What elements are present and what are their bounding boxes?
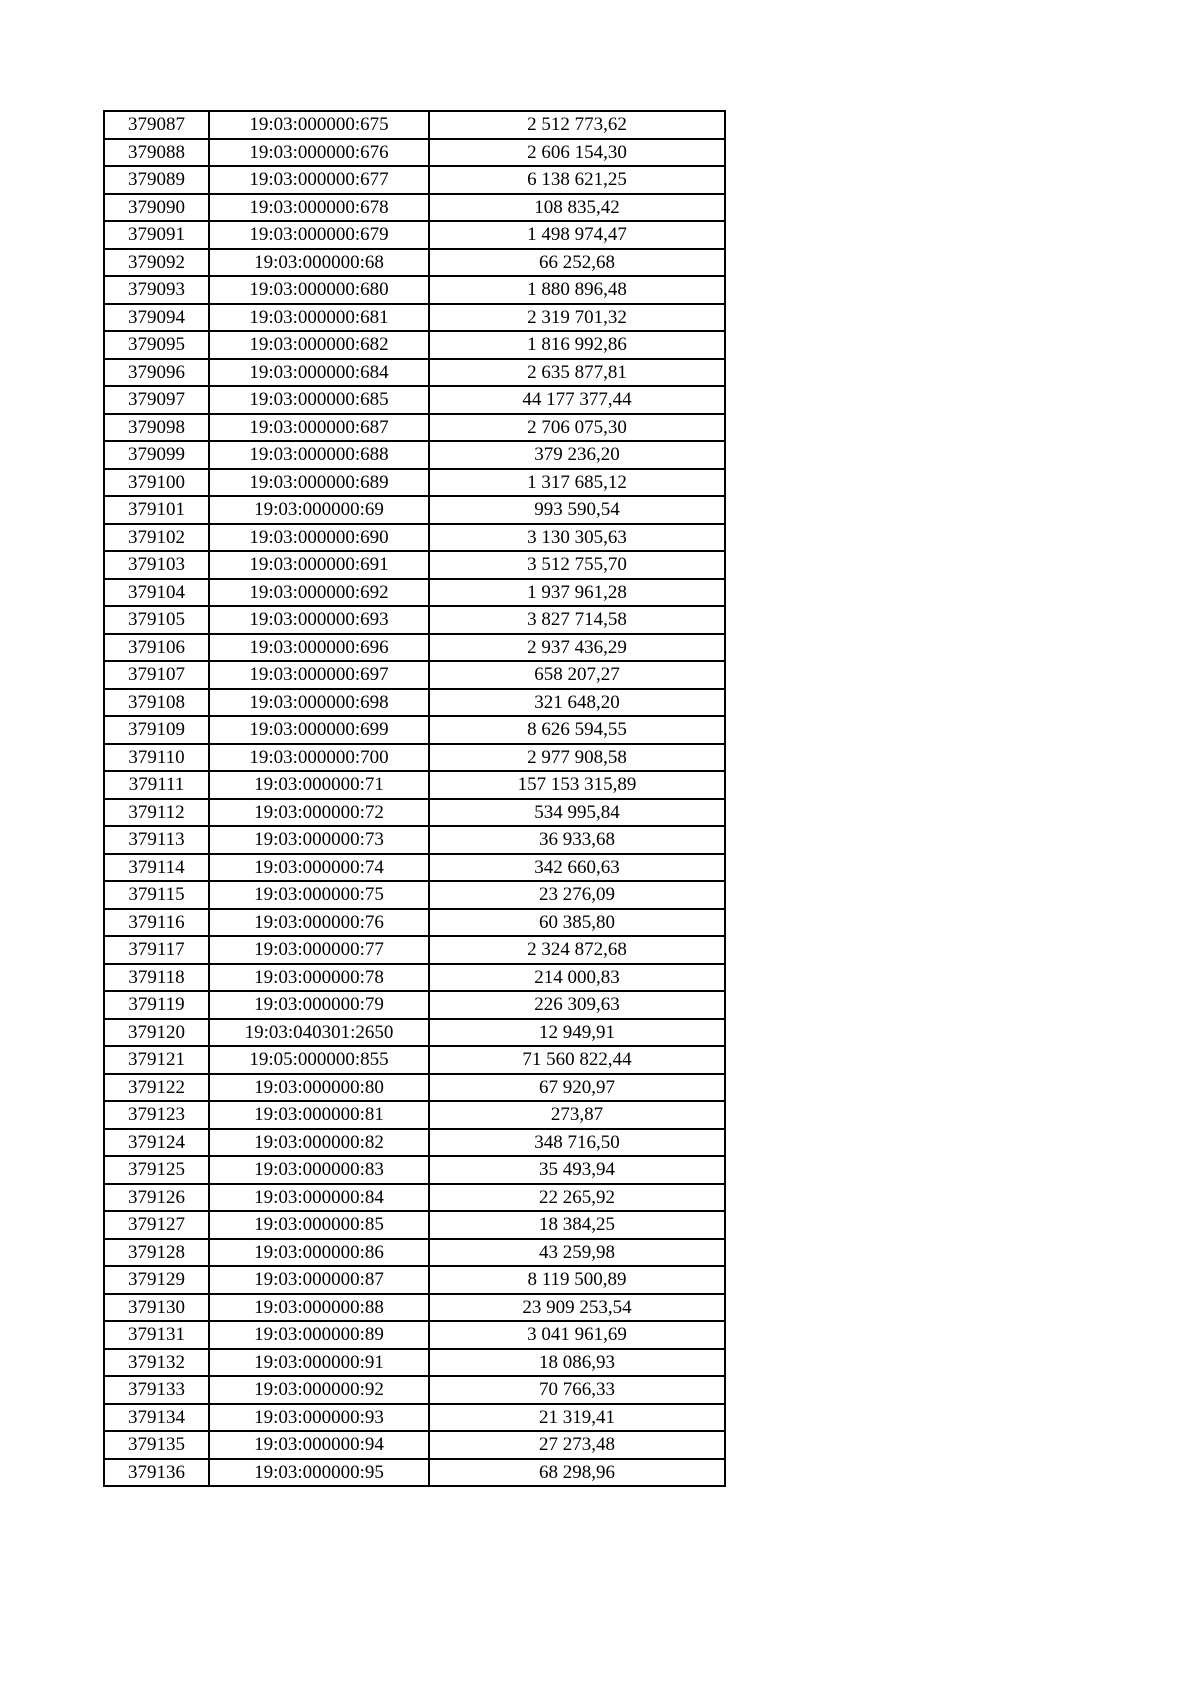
cadastral-number-cell: 19:03:000000:78 xyxy=(209,964,429,992)
cadastral-number-cell: 19:03:000000:95 xyxy=(209,1459,429,1487)
value-cell: 21 319,41 xyxy=(429,1404,725,1432)
table-row xyxy=(104,1349,725,1377)
table-body xyxy=(104,111,725,1486)
cadastral-number-cell: 19:03:000000:93 xyxy=(209,1404,429,1432)
cadastral-number-cell: 19:03:000000:77 xyxy=(209,936,429,964)
value-cell: 273,87 xyxy=(429,1101,725,1129)
value-cell: 2 324 872,68 xyxy=(429,936,725,964)
table-row xyxy=(104,469,725,497)
cadastral-number-cell: 19:03:000000:71 xyxy=(209,771,429,799)
row-number-cell: 379120 xyxy=(104,1019,209,1047)
value-cell: 12 949,91 xyxy=(429,1019,725,1047)
cadastral-number-cell: 19:03:000000:82 xyxy=(209,1129,429,1157)
table-row xyxy=(104,441,725,469)
table-row xyxy=(104,606,725,634)
value-cell: 6 138 621,25 xyxy=(429,166,725,194)
table-row xyxy=(104,524,725,552)
cadastral-number-cell: 19:03:000000:697 xyxy=(209,661,429,689)
table-row xyxy=(104,331,725,359)
cadastral-number-cell: 19:03:000000:91 xyxy=(209,1349,429,1377)
table-row xyxy=(104,991,725,1019)
table-row xyxy=(104,579,725,607)
value-cell: 36 933,68 xyxy=(429,826,725,854)
row-number-cell: 379124 xyxy=(104,1129,209,1157)
row-number-cell: 379114 xyxy=(104,854,209,882)
cadastral-number-cell: 19:03:000000:690 xyxy=(209,524,429,552)
value-cell: 2 937 436,29 xyxy=(429,634,725,662)
table-row xyxy=(104,1211,725,1239)
row-number-cell: 379095 xyxy=(104,331,209,359)
value-cell: 43 259,98 xyxy=(429,1239,725,1267)
table-row xyxy=(104,386,725,414)
cadastral-number-cell: 19:03:000000:700 xyxy=(209,744,429,772)
row-number-cell: 379115 xyxy=(104,881,209,909)
value-cell: 22 265,92 xyxy=(429,1184,725,1212)
row-number-cell: 379129 xyxy=(104,1266,209,1294)
row-number-cell: 379117 xyxy=(104,936,209,964)
table-row xyxy=(104,139,725,167)
table-row xyxy=(104,826,725,854)
table-row xyxy=(104,194,725,222)
table-row xyxy=(104,909,725,937)
cadastral-number-cell: 19:03:000000:84 xyxy=(209,1184,429,1212)
cadastral-number-cell: 19:03:000000:79 xyxy=(209,991,429,1019)
cadastral-value-table xyxy=(103,110,726,1487)
value-cell: 68 298,96 xyxy=(429,1459,725,1487)
value-cell: 3 041 961,69 xyxy=(429,1321,725,1349)
cadastral-number-cell: 19:03:000000:681 xyxy=(209,304,429,332)
row-number-cell: 379099 xyxy=(104,441,209,469)
cadastral-number-cell: 19:03:000000:696 xyxy=(209,634,429,662)
row-number-cell: 379104 xyxy=(104,579,209,607)
table-row xyxy=(104,496,725,524)
table-row xyxy=(104,854,725,882)
cadastral-number-cell: 19:03:040301:2650 xyxy=(209,1019,429,1047)
value-cell: 993 590,54 xyxy=(429,496,725,524)
table-row xyxy=(104,771,725,799)
table-row xyxy=(104,1129,725,1157)
row-number-cell: 379103 xyxy=(104,551,209,579)
cadastral-number-cell: 19:03:000000:678 xyxy=(209,194,429,222)
row-number-cell: 379127 xyxy=(104,1211,209,1239)
value-cell: 8 119 500,89 xyxy=(429,1266,725,1294)
cadastral-number-cell: 19:03:000000:89 xyxy=(209,1321,429,1349)
row-number-cell: 379132 xyxy=(104,1349,209,1377)
value-cell: 534 995,84 xyxy=(429,799,725,827)
cadastral-number-cell: 19:03:000000:83 xyxy=(209,1156,429,1184)
table-row xyxy=(104,221,725,249)
cadastral-number-cell: 19:03:000000:677 xyxy=(209,166,429,194)
value-cell: 2 977 908,58 xyxy=(429,744,725,772)
cadastral-number-cell: 19:03:000000:85 xyxy=(209,1211,429,1239)
document-table-container xyxy=(103,110,726,1487)
value-cell: 2 512 773,62 xyxy=(429,111,725,139)
value-cell: 1 880 896,48 xyxy=(429,276,725,304)
table-row xyxy=(104,551,725,579)
cadastral-number-cell: 19:03:000000:94 xyxy=(209,1431,429,1459)
row-number-cell: 379135 xyxy=(104,1431,209,1459)
row-number-cell: 379094 xyxy=(104,304,209,332)
cadastral-number-cell: 19:03:000000:679 xyxy=(209,221,429,249)
row-number-cell: 379118 xyxy=(104,964,209,992)
table-row xyxy=(104,304,725,332)
table-row xyxy=(104,689,725,717)
table-row xyxy=(104,1404,725,1432)
row-number-cell: 379107 xyxy=(104,661,209,689)
cadastral-number-cell: 19:03:000000:698 xyxy=(209,689,429,717)
value-cell: 1 816 992,86 xyxy=(429,331,725,359)
cadastral-number-cell: 19:03:000000:81 xyxy=(209,1101,429,1129)
row-number-cell: 379092 xyxy=(104,249,209,277)
cadastral-number-cell: 19:03:000000:80 xyxy=(209,1074,429,1102)
cadastral-number-cell: 19:05:000000:855 xyxy=(209,1046,429,1074)
value-cell: 348 716,50 xyxy=(429,1129,725,1157)
cadastral-number-cell: 19:03:000000:68 xyxy=(209,249,429,277)
cadastral-number-cell: 19:03:000000:88 xyxy=(209,1294,429,1322)
cadastral-number-cell: 19:03:000000:74 xyxy=(209,854,429,882)
cadastral-number-cell: 19:03:000000:687 xyxy=(209,414,429,442)
table-row xyxy=(104,1074,725,1102)
table-row xyxy=(104,881,725,909)
value-cell: 2 319 701,32 xyxy=(429,304,725,332)
table-row xyxy=(104,1376,725,1404)
value-cell: 226 309,63 xyxy=(429,991,725,1019)
row-number-cell: 379111 xyxy=(104,771,209,799)
value-cell: 3 130 305,63 xyxy=(429,524,725,552)
row-number-cell: 379119 xyxy=(104,991,209,1019)
row-number-cell: 379126 xyxy=(104,1184,209,1212)
table-row xyxy=(104,111,725,139)
cadastral-number-cell: 19:03:000000:69 xyxy=(209,496,429,524)
row-number-cell: 379116 xyxy=(104,909,209,937)
row-number-cell: 379123 xyxy=(104,1101,209,1129)
table-row xyxy=(104,1459,725,1487)
table-row xyxy=(104,1019,725,1047)
table-row xyxy=(104,249,725,277)
row-number-cell: 379121 xyxy=(104,1046,209,1074)
value-cell: 214 000,83 xyxy=(429,964,725,992)
row-number-cell: 379122 xyxy=(104,1074,209,1102)
cadastral-number-cell: 19:03:000000:692 xyxy=(209,579,429,607)
row-number-cell: 379130 xyxy=(104,1294,209,1322)
value-cell: 1 498 974,47 xyxy=(429,221,725,249)
row-number-cell: 379087 xyxy=(104,111,209,139)
value-cell: 23 909 253,54 xyxy=(429,1294,725,1322)
row-number-cell: 379131 xyxy=(104,1321,209,1349)
cadastral-number-cell: 19:03:000000:76 xyxy=(209,909,429,937)
row-number-cell: 379106 xyxy=(104,634,209,662)
cadastral-number-cell: 19:03:000000:689 xyxy=(209,469,429,497)
cadastral-number-cell: 19:03:000000:86 xyxy=(209,1239,429,1267)
cadastral-number-cell: 19:03:000000:682 xyxy=(209,331,429,359)
cadastral-number-cell: 19:03:000000:73 xyxy=(209,826,429,854)
value-cell: 1 317 685,12 xyxy=(429,469,725,497)
row-number-cell: 379101 xyxy=(104,496,209,524)
table-row xyxy=(104,936,725,964)
table-row xyxy=(104,1156,725,1184)
row-number-cell: 379089 xyxy=(104,166,209,194)
value-cell: 8 626 594,55 xyxy=(429,716,725,744)
table-row xyxy=(104,1184,725,1212)
cadastral-number-cell: 19:03:000000:87 xyxy=(209,1266,429,1294)
value-cell: 342 660,63 xyxy=(429,854,725,882)
row-number-cell: 379108 xyxy=(104,689,209,717)
row-number-cell: 379113 xyxy=(104,826,209,854)
table-row xyxy=(104,716,725,744)
value-cell: 1 937 961,28 xyxy=(429,579,725,607)
row-number-cell: 379105 xyxy=(104,606,209,634)
value-cell: 108 835,42 xyxy=(429,194,725,222)
cadastral-number-cell: 19:03:000000:693 xyxy=(209,606,429,634)
row-number-cell: 379097 xyxy=(104,386,209,414)
table-row xyxy=(104,166,725,194)
value-cell: 71 560 822,44 xyxy=(429,1046,725,1074)
row-number-cell: 379125 xyxy=(104,1156,209,1184)
value-cell: 70 766,33 xyxy=(429,1376,725,1404)
table-row xyxy=(104,414,725,442)
table-row xyxy=(104,1266,725,1294)
row-number-cell: 379096 xyxy=(104,359,209,387)
value-cell: 18 384,25 xyxy=(429,1211,725,1239)
value-cell: 2 635 877,81 xyxy=(429,359,725,387)
table-row xyxy=(104,634,725,662)
row-number-cell: 379134 xyxy=(104,1404,209,1432)
cadastral-number-cell: 19:03:000000:691 xyxy=(209,551,429,579)
row-number-cell: 379109 xyxy=(104,716,209,744)
table-row xyxy=(104,661,725,689)
table-row xyxy=(104,1101,725,1129)
value-cell: 658 207,27 xyxy=(429,661,725,689)
cadastral-number-cell: 19:03:000000:680 xyxy=(209,276,429,304)
row-number-cell: 379136 xyxy=(104,1459,209,1487)
table-row xyxy=(104,1431,725,1459)
cadastral-number-cell: 19:03:000000:685 xyxy=(209,386,429,414)
value-cell: 27 273,48 xyxy=(429,1431,725,1459)
cadastral-number-cell: 19:03:000000:688 xyxy=(209,441,429,469)
row-number-cell: 379133 xyxy=(104,1376,209,1404)
value-cell: 67 920,97 xyxy=(429,1074,725,1102)
row-number-cell: 379100 xyxy=(104,469,209,497)
value-cell: 2 706 075,30 xyxy=(429,414,725,442)
table-row xyxy=(104,1046,725,1074)
value-cell: 3 827 714,58 xyxy=(429,606,725,634)
value-cell: 2 606 154,30 xyxy=(429,139,725,167)
row-number-cell: 379128 xyxy=(104,1239,209,1267)
value-cell: 321 648,20 xyxy=(429,689,725,717)
row-number-cell: 379093 xyxy=(104,276,209,304)
cadastral-number-cell: 19:03:000000:92 xyxy=(209,1376,429,1404)
row-number-cell: 379112 xyxy=(104,799,209,827)
table-row xyxy=(104,359,725,387)
row-number-cell: 379090 xyxy=(104,194,209,222)
cadastral-number-cell: 19:03:000000:684 xyxy=(209,359,429,387)
value-cell: 60 385,80 xyxy=(429,909,725,937)
cadastral-number-cell: 19:03:000000:675 xyxy=(209,111,429,139)
cadastral-number-cell: 19:03:000000:676 xyxy=(209,139,429,167)
row-number-cell: 379102 xyxy=(104,524,209,552)
table-row xyxy=(104,964,725,992)
cadastral-number-cell: 19:03:000000:699 xyxy=(209,716,429,744)
value-cell: 44 177 377,44 xyxy=(429,386,725,414)
row-number-cell: 379110 xyxy=(104,744,209,772)
value-cell: 18 086,93 xyxy=(429,1349,725,1377)
value-cell: 157 153 315,89 xyxy=(429,771,725,799)
cadastral-number-cell: 19:03:000000:72 xyxy=(209,799,429,827)
table-row xyxy=(104,276,725,304)
value-cell: 3 512 755,70 xyxy=(429,551,725,579)
row-number-cell: 379088 xyxy=(104,139,209,167)
cadastral-number-cell: 19:03:000000:75 xyxy=(209,881,429,909)
table-row xyxy=(104,799,725,827)
value-cell: 23 276,09 xyxy=(429,881,725,909)
value-cell: 35 493,94 xyxy=(429,1156,725,1184)
value-cell: 379 236,20 xyxy=(429,441,725,469)
table-row xyxy=(104,1321,725,1349)
row-number-cell: 379098 xyxy=(104,414,209,442)
value-cell: 66 252,68 xyxy=(429,249,725,277)
table-row xyxy=(104,744,725,772)
table-row xyxy=(104,1239,725,1267)
table-row xyxy=(104,1294,725,1322)
row-number-cell: 379091 xyxy=(104,221,209,249)
